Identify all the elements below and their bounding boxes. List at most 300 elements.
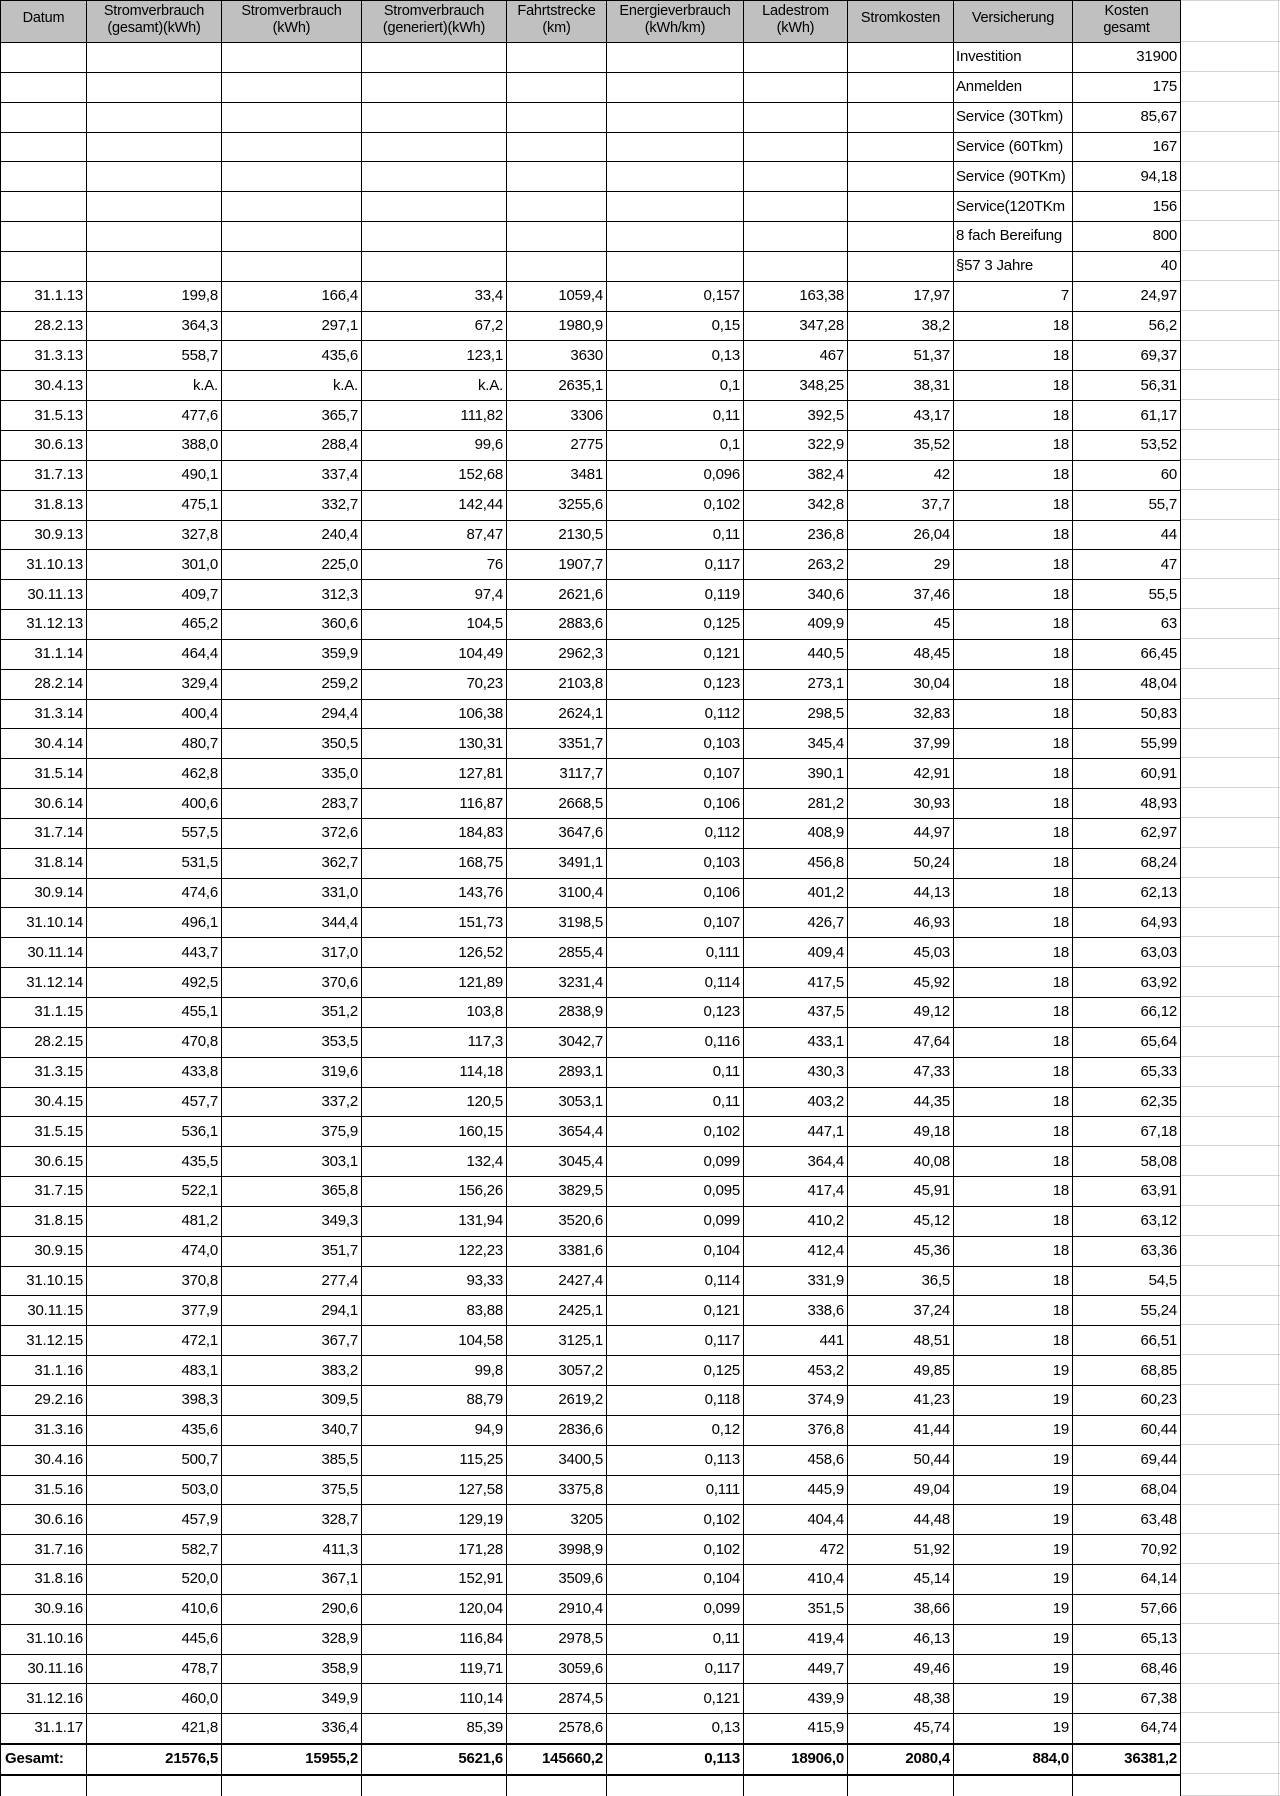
empty-cell[interactable] xyxy=(848,251,954,281)
empty-cell[interactable] xyxy=(1,102,87,132)
empty-cell[interactable] xyxy=(607,1775,744,1796)
datum-cell[interactable]: 31.7.14 xyxy=(1,818,87,848)
fahrtstrecke-cell[interactable]: 2578,6 xyxy=(507,1714,607,1744)
ladestrom-cell[interactable]: 374,9 xyxy=(744,1385,848,1415)
kosten-gesamt-cell[interactable]: 48,93 xyxy=(1073,789,1181,819)
datum-cell[interactable]: 30.4.15 xyxy=(1,1087,87,1117)
cost-item-value[interactable]: 40 xyxy=(1073,251,1181,281)
cost-item-label[interactable]: 8 fach Bereifung xyxy=(954,222,1073,252)
kosten-gesamt-cell[interactable]: 55,5 xyxy=(1073,580,1181,610)
energieverbrauch-cell[interactable]: 0,096 xyxy=(607,460,744,490)
empty-cell[interactable] xyxy=(607,43,744,73)
empty-cell[interactable] xyxy=(1,43,87,73)
empty-cell[interactable] xyxy=(744,72,848,102)
stromkosten-cell[interactable]: 49,18 xyxy=(848,1117,954,1147)
stromkosten-cell[interactable]: 45,03 xyxy=(848,938,954,968)
kosten-gesamt-cell[interactable]: 60,44 xyxy=(1073,1415,1181,1445)
stromverbrauch-gesamt-cell[interactable]: 520,0 xyxy=(87,1565,222,1595)
stromverbrauch-kwh-cell[interactable]: 336,4 xyxy=(222,1714,362,1744)
stromkosten-cell[interactable]: 45,92 xyxy=(848,968,954,998)
stromverbrauch-generiert-cell[interactable]: 115,25 xyxy=(362,1445,507,1475)
stromverbrauch-generiert-cell[interactable]: 127,81 xyxy=(362,759,507,789)
ladestrom-cell[interactable]: 445,9 xyxy=(744,1475,848,1505)
ladestrom-cell[interactable]: 364,4 xyxy=(744,1147,848,1177)
kosten-gesamt-cell[interactable]: 55,7 xyxy=(1073,490,1181,520)
empty-cell[interactable] xyxy=(362,251,507,281)
energieverbrauch-cell[interactable]: 0,11 xyxy=(607,1624,744,1654)
empty-cell[interactable] xyxy=(744,222,848,252)
empty-cell[interactable] xyxy=(744,251,848,281)
stromverbrauch-kwh-cell[interactable]: 349,3 xyxy=(222,1206,362,1236)
stromverbrauch-kwh-cell[interactable]: 309,5 xyxy=(222,1385,362,1415)
kosten-gesamt-cell[interactable]: 55,24 xyxy=(1073,1296,1181,1326)
total-versicherung-cell[interactable]: 884,0 xyxy=(954,1744,1073,1775)
kosten-gesamt-cell[interactable]: 68,04 xyxy=(1073,1475,1181,1505)
fahrtstrecke-cell[interactable]: 3654,4 xyxy=(507,1117,607,1147)
energieverbrauch-cell[interactable]: 0,123 xyxy=(607,998,744,1028)
fahrtstrecke-cell[interactable]: 2624,1 xyxy=(507,699,607,729)
stromverbrauch-generiert-cell[interactable]: 99,8 xyxy=(362,1356,507,1386)
energieverbrauch-cell[interactable]: 0,121 xyxy=(607,1684,744,1714)
energieverbrauch-cell[interactable]: 0,107 xyxy=(607,908,744,938)
datum-cell[interactable]: 31.12.15 xyxy=(1,1326,87,1356)
stromverbrauch-kwh-cell[interactable]: 351,7 xyxy=(222,1236,362,1266)
stromverbrauch-kwh-cell[interactable]: 367,7 xyxy=(222,1326,362,1356)
datum-cell[interactable]: 31.7.16 xyxy=(1,1535,87,1565)
stromverbrauch-gesamt-cell[interactable]: 522,1 xyxy=(87,1177,222,1207)
kosten-gesamt-cell[interactable]: 63,03 xyxy=(1073,938,1181,968)
stromverbrauch-generiert-cell[interactable]: 67,2 xyxy=(362,311,507,341)
stromkosten-cell[interactable]: 38,31 xyxy=(848,371,954,401)
fahrtstrecke-cell[interactable]: 1059,4 xyxy=(507,281,607,311)
energieverbrauch-cell[interactable]: 0,102 xyxy=(607,1117,744,1147)
energieverbrauch-cell[interactable]: 0,1 xyxy=(607,430,744,460)
stromverbrauch-generiert-cell[interactable]: 111,82 xyxy=(362,401,507,431)
ladestrom-cell[interactable]: 390,1 xyxy=(744,759,848,789)
energieverbrauch-cell[interactable]: 0,11 xyxy=(607,1057,744,1087)
kosten-gesamt-cell[interactable]: 67,38 xyxy=(1073,1684,1181,1714)
ladestrom-cell[interactable]: 410,2 xyxy=(744,1206,848,1236)
stromkosten-cell[interactable]: 49,85 xyxy=(848,1356,954,1386)
stromverbrauch-gesamt-cell[interactable]: 445,6 xyxy=(87,1624,222,1654)
stromkosten-cell[interactable]: 41,23 xyxy=(848,1385,954,1415)
empty-cell[interactable] xyxy=(1,1775,87,1796)
stromkosten-cell[interactable]: 32,83 xyxy=(848,699,954,729)
fahrtstrecke-cell[interactable]: 3125,1 xyxy=(507,1326,607,1356)
stromverbrauch-generiert-cell[interactable]: 119,71 xyxy=(362,1654,507,1684)
versicherung-cell[interactable]: 18 xyxy=(954,1296,1073,1326)
fahrtstrecke-cell[interactable]: 3400,5 xyxy=(507,1445,607,1475)
datum-cell[interactable]: 31.5.13 xyxy=(1,401,87,431)
energieverbrauch-cell[interactable]: 0,112 xyxy=(607,818,744,848)
col-header-ladestrom[interactable] xyxy=(744,1,848,43)
stromkosten-cell[interactable]: 48,45 xyxy=(848,639,954,669)
ladestrom-cell[interactable]: 433,1 xyxy=(744,1027,848,1057)
stromverbrauch-gesamt-cell[interactable]: 460,0 xyxy=(87,1684,222,1714)
stromverbrauch-kwh-cell[interactable]: 240,4 xyxy=(222,520,362,550)
stromkosten-cell[interactable]: 30,93 xyxy=(848,789,954,819)
ladestrom-cell[interactable]: 467 xyxy=(744,341,848,371)
fahrtstrecke-cell[interactable]: 2910,4 xyxy=(507,1594,607,1624)
col-header-versicherung[interactable] xyxy=(954,1,1073,43)
energieverbrauch-cell[interactable]: 0,11 xyxy=(607,1087,744,1117)
empty-cell[interactable] xyxy=(362,43,507,73)
total-fahrtstrecke-cell[interactable]: 145660,2 xyxy=(507,1744,607,1775)
datum-cell[interactable]: 31.5.14 xyxy=(1,759,87,789)
datum-cell[interactable]: 29.2.16 xyxy=(1,1385,87,1415)
stromverbrauch-generiert-cell[interactable]: 129,19 xyxy=(362,1505,507,1535)
stromverbrauch-kwh-cell[interactable]: 290,6 xyxy=(222,1594,362,1624)
empty-cell[interactable] xyxy=(607,132,744,162)
energieverbrauch-cell[interactable]: 0,117 xyxy=(607,1654,744,1684)
versicherung-cell[interactable]: 18 xyxy=(954,1147,1073,1177)
energieverbrauch-cell[interactable]: 0,1 xyxy=(607,371,744,401)
empty-cell[interactable] xyxy=(222,72,362,102)
stromverbrauch-gesamt-cell[interactable]: 557,5 xyxy=(87,818,222,848)
datum-cell[interactable]: 31.7.15 xyxy=(1,1177,87,1207)
col-header-datum[interactable] xyxy=(1,1,87,43)
kosten-gesamt-cell[interactable]: 56,2 xyxy=(1073,311,1181,341)
fahrtstrecke-cell[interactable]: 2619,2 xyxy=(507,1385,607,1415)
stromkosten-cell[interactable]: 42,91 xyxy=(848,759,954,789)
empty-cell[interactable] xyxy=(507,1775,607,1796)
energieverbrauch-cell[interactable]: 0,095 xyxy=(607,1177,744,1207)
energieverbrauch-cell[interactable]: 0,11 xyxy=(607,520,744,550)
datum-cell[interactable]: 30.4.14 xyxy=(1,729,87,759)
versicherung-cell[interactable]: 19 xyxy=(954,1356,1073,1386)
stromkosten-cell[interactable]: 38,2 xyxy=(848,311,954,341)
stromverbrauch-generiert-cell[interactable]: 93,33 xyxy=(362,1266,507,1296)
stromverbrauch-kwh-cell[interactable]: 370,6 xyxy=(222,968,362,998)
energieverbrauch-cell[interactable]: 0,116 xyxy=(607,1027,744,1057)
stromkosten-cell[interactable]: 49,04 xyxy=(848,1475,954,1505)
fahrtstrecke-cell[interactable]: 3059,6 xyxy=(507,1654,607,1684)
col-header-kosten-gesamt[interactable] xyxy=(1073,1,1181,43)
stromkosten-cell[interactable]: 41,44 xyxy=(848,1415,954,1445)
kosten-gesamt-cell[interactable]: 64,93 xyxy=(1073,908,1181,938)
energieverbrauch-cell[interactable]: 0,102 xyxy=(607,1505,744,1535)
total-stromverbrauch-gesamt-cell[interactable]: 21576,5 xyxy=(87,1744,222,1775)
versicherung-cell[interactable]: 18 xyxy=(954,401,1073,431)
stromkosten-cell[interactable]: 38,66 xyxy=(848,1594,954,1624)
ladestrom-cell[interactable]: 322,9 xyxy=(744,430,848,460)
stromverbrauch-generiert-cell[interactable]: 156,26 xyxy=(362,1177,507,1207)
kosten-gesamt-cell[interactable]: 57,66 xyxy=(1073,1594,1181,1624)
datum-cell[interactable]: 30.9.16 xyxy=(1,1594,87,1624)
ladestrom-cell[interactable]: 415,9 xyxy=(744,1714,848,1744)
energieverbrauch-cell[interactable]: 0,121 xyxy=(607,639,744,669)
stromverbrauch-generiert-cell[interactable]: 151,73 xyxy=(362,908,507,938)
stromverbrauch-gesamt-cell[interactable]: 388,0 xyxy=(87,430,222,460)
stromverbrauch-kwh-cell[interactable]: 283,7 xyxy=(222,789,362,819)
stromverbrauch-kwh-cell[interactable]: 365,7 xyxy=(222,401,362,431)
fahrtstrecke-cell[interactable]: 2621,6 xyxy=(507,580,607,610)
empty-cell[interactable] xyxy=(607,192,744,222)
stromverbrauch-generiert-cell[interactable]: 97,4 xyxy=(362,580,507,610)
ladestrom-cell[interactable]: 447,1 xyxy=(744,1117,848,1147)
stromverbrauch-gesamt-cell[interactable]: 433,8 xyxy=(87,1057,222,1087)
stromverbrauch-kwh-cell[interactable]: 358,9 xyxy=(222,1654,362,1684)
col-header-stromverbrauch-kwh[interactable] xyxy=(222,1,362,43)
empty-cell[interactable] xyxy=(362,102,507,132)
stromverbrauch-gesamt-cell[interactable]: 478,7 xyxy=(87,1654,222,1684)
fahrtstrecke-cell[interactable]: 3520,6 xyxy=(507,1206,607,1236)
fahrtstrecke-cell[interactable]: 2962,3 xyxy=(507,639,607,669)
kosten-gesamt-cell[interactable]: 54,5 xyxy=(1073,1266,1181,1296)
stromverbrauch-kwh-cell[interactable]: 375,9 xyxy=(222,1117,362,1147)
energieverbrauch-cell[interactable]: 0,102 xyxy=(607,1535,744,1565)
empty-cell[interactable] xyxy=(362,162,507,192)
stromverbrauch-kwh-cell[interactable]: 303,1 xyxy=(222,1147,362,1177)
stromverbrauch-gesamt-cell[interactable]: 301,0 xyxy=(87,550,222,580)
empty-cell[interactable] xyxy=(607,251,744,281)
stromkosten-cell[interactable]: 47,33 xyxy=(848,1057,954,1087)
datum-cell[interactable]: 31.10.14 xyxy=(1,908,87,938)
stromkosten-cell[interactable]: 46,13 xyxy=(848,1624,954,1654)
stromverbrauch-generiert-cell[interactable]: 168,75 xyxy=(362,848,507,878)
versicherung-cell[interactable]: 18 xyxy=(954,550,1073,580)
empty-cell[interactable] xyxy=(744,102,848,132)
kosten-gesamt-cell[interactable]: 24,97 xyxy=(1073,281,1181,311)
total-kosten-gesamt-cell[interactable]: 36381,2 xyxy=(1073,1744,1181,1775)
stromverbrauch-kwh-cell[interactable]: 362,7 xyxy=(222,848,362,878)
stromverbrauch-kwh-cell[interactable]: 411,3 xyxy=(222,1535,362,1565)
kosten-gesamt-cell[interactable]: 65,13 xyxy=(1073,1624,1181,1654)
stromverbrauch-kwh-cell[interactable]: 225,0 xyxy=(222,550,362,580)
ladestrom-cell[interactable]: 417,4 xyxy=(744,1177,848,1207)
empty-cell[interactable] xyxy=(362,132,507,162)
empty-cell[interactable] xyxy=(1,192,87,222)
stromkosten-cell[interactable]: 50,24 xyxy=(848,848,954,878)
stromverbrauch-generiert-cell[interactable]: 104,49 xyxy=(362,639,507,669)
ladestrom-cell[interactable]: 347,28 xyxy=(744,311,848,341)
kosten-gesamt-cell[interactable]: 62,35 xyxy=(1073,1087,1181,1117)
cost-item-label[interactable]: §57 3 Jahre xyxy=(954,251,1073,281)
stromverbrauch-gesamt-cell[interactable]: 536,1 xyxy=(87,1117,222,1147)
stromverbrauch-generiert-cell[interactable]: 104,5 xyxy=(362,610,507,640)
stromverbrauch-gesamt-cell[interactable]: 481,2 xyxy=(87,1206,222,1236)
datum-cell[interactable]: 31.10.13 xyxy=(1,550,87,580)
versicherung-cell[interactable]: 19 xyxy=(954,1385,1073,1415)
cost-item-label[interactable]: Service (60Tkm) xyxy=(954,132,1073,162)
fahrtstrecke-cell[interactable]: 3509,6 xyxy=(507,1565,607,1595)
versicherung-cell[interactable]: 18 xyxy=(954,610,1073,640)
kosten-gesamt-cell[interactable]: 62,13 xyxy=(1073,878,1181,908)
empty-cell[interactable] xyxy=(848,1775,954,1796)
stromverbrauch-gesamt-cell[interactable]: 480,7 xyxy=(87,729,222,759)
cost-item-label[interactable]: Anmelden xyxy=(954,72,1073,102)
empty-cell[interactable] xyxy=(507,251,607,281)
energieverbrauch-cell[interactable]: 0,103 xyxy=(607,848,744,878)
cost-item-label[interactable]: Service (90TKm) xyxy=(954,162,1073,192)
energieverbrauch-cell[interactable]: 0,114 xyxy=(607,1266,744,1296)
energieverbrauch-cell[interactable]: 0,12 xyxy=(607,1415,744,1445)
ladestrom-cell[interactable]: 382,4 xyxy=(744,460,848,490)
kosten-gesamt-cell[interactable]: 56,31 xyxy=(1073,371,1181,401)
energieverbrauch-cell[interactable]: 0,111 xyxy=(607,1475,744,1505)
ladestrom-cell[interactable]: 437,5 xyxy=(744,998,848,1028)
empty-cell[interactable] xyxy=(507,132,607,162)
datum-cell[interactable]: 30.6.13 xyxy=(1,430,87,460)
energieverbrauch-cell[interactable]: 0,106 xyxy=(607,878,744,908)
datum-cell[interactable]: 30.6.15 xyxy=(1,1147,87,1177)
versicherung-cell[interactable]: 18 xyxy=(954,1117,1073,1147)
ladestrom-cell[interactable]: 453,2 xyxy=(744,1356,848,1386)
ladestrom-cell[interactable]: 348,25 xyxy=(744,371,848,401)
stromverbrauch-gesamt-cell[interactable]: 500,7 xyxy=(87,1445,222,1475)
kosten-gesamt-cell[interactable]: 66,45 xyxy=(1073,639,1181,669)
stromverbrauch-generiert-cell[interactable]: 110,14 xyxy=(362,1684,507,1714)
stromverbrauch-kwh-cell[interactable]: 383,2 xyxy=(222,1356,362,1386)
versicherung-cell[interactable]: 18 xyxy=(954,908,1073,938)
versicherung-cell[interactable]: 18 xyxy=(954,669,1073,699)
total-stromkosten-cell[interactable]: 2080,4 xyxy=(848,1744,954,1775)
fahrtstrecke-cell[interactable]: 3198,5 xyxy=(507,908,607,938)
datum-cell[interactable]: 31.5.16 xyxy=(1,1475,87,1505)
empty-cell[interactable] xyxy=(362,72,507,102)
ladestrom-cell[interactable]: 426,7 xyxy=(744,908,848,938)
fahrtstrecke-cell[interactable]: 3647,6 xyxy=(507,818,607,848)
stromverbrauch-kwh-cell[interactable]: 372,6 xyxy=(222,818,362,848)
kosten-gesamt-cell[interactable]: 69,37 xyxy=(1073,341,1181,371)
stromverbrauch-kwh-cell[interactable]: 375,5 xyxy=(222,1475,362,1505)
total-energieverbrauch-cell[interactable]: 0,113 xyxy=(607,1744,744,1775)
stromverbrauch-kwh-cell[interactable]: 360,6 xyxy=(222,610,362,640)
datum-cell[interactable]: 31.10.15 xyxy=(1,1266,87,1296)
kosten-gesamt-cell[interactable]: 67,18 xyxy=(1073,1117,1181,1147)
total-ladestrom-cell[interactable]: 18906,0 xyxy=(744,1744,848,1775)
versicherung-cell[interactable]: 19 xyxy=(954,1475,1073,1505)
stromverbrauch-generiert-cell[interactable]: 85,39 xyxy=(362,1714,507,1744)
energieverbrauch-cell[interactable]: 0,121 xyxy=(607,1296,744,1326)
kosten-gesamt-cell[interactable]: 53,52 xyxy=(1073,430,1181,460)
stromverbrauch-kwh-cell[interactable]: 331,0 xyxy=(222,878,362,908)
empty-cell[interactable] xyxy=(848,102,954,132)
stromverbrauch-kwh-cell[interactable]: 344,4 xyxy=(222,908,362,938)
stromkosten-cell[interactable]: 30,04 xyxy=(848,669,954,699)
stromverbrauch-kwh-cell[interactable]: 319,6 xyxy=(222,1057,362,1087)
kosten-gesamt-cell[interactable]: 63 xyxy=(1073,610,1181,640)
kosten-gesamt-cell[interactable]: 66,51 xyxy=(1073,1326,1181,1356)
datum-cell[interactable]: 31.12.16 xyxy=(1,1684,87,1714)
stromkosten-cell[interactable]: 44,97 xyxy=(848,818,954,848)
energieverbrauch-cell[interactable]: 0,125 xyxy=(607,610,744,640)
stromverbrauch-kwh-cell[interactable]: 166,4 xyxy=(222,281,362,311)
stromverbrauch-generiert-cell[interactable]: 70,23 xyxy=(362,669,507,699)
stromkosten-cell[interactable]: 45,12 xyxy=(848,1206,954,1236)
datum-cell[interactable]: 30.4.13 xyxy=(1,371,87,401)
datum-cell[interactable]: 31.8.16 xyxy=(1,1565,87,1595)
energieverbrauch-cell[interactable]: 0,123 xyxy=(607,669,744,699)
fahrtstrecke-cell[interactable]: 2635,1 xyxy=(507,371,607,401)
stromverbrauch-gesamt-cell[interactable]: 398,3 xyxy=(87,1385,222,1415)
kosten-gesamt-cell[interactable]: 65,33 xyxy=(1073,1057,1181,1087)
empty-cell[interactable] xyxy=(607,72,744,102)
stromverbrauch-gesamt-cell[interactable]: 490,1 xyxy=(87,460,222,490)
ladestrom-cell[interactable]: 273,1 xyxy=(744,669,848,699)
kosten-gesamt-cell[interactable]: 68,85 xyxy=(1073,1356,1181,1386)
stromverbrauch-generiert-cell[interactable]: 33,4 xyxy=(362,281,507,311)
ladestrom-cell[interactable]: 439,9 xyxy=(744,1684,848,1714)
stromkosten-cell[interactable]: 45,91 xyxy=(848,1177,954,1207)
fahrtstrecke-cell[interactable]: 1907,7 xyxy=(507,550,607,580)
fahrtstrecke-cell[interactable]: 3630 xyxy=(507,341,607,371)
datum-cell[interactable]: 31.10.16 xyxy=(1,1624,87,1654)
ladestrom-cell[interactable]: 281,2 xyxy=(744,789,848,819)
energieverbrauch-cell[interactable]: 0,106 xyxy=(607,789,744,819)
empty-cell[interactable] xyxy=(87,43,222,73)
fahrtstrecke-cell[interactable]: 2855,4 xyxy=(507,938,607,968)
energieverbrauch-cell[interactable]: 0,113 xyxy=(607,1445,744,1475)
versicherung-cell[interactable]: 19 xyxy=(954,1654,1073,1684)
versicherung-cell[interactable]: 19 xyxy=(954,1535,1073,1565)
stromkosten-cell[interactable]: 45,74 xyxy=(848,1714,954,1744)
cost-item-label[interactable]: Investition xyxy=(954,43,1073,73)
stromverbrauch-generiert-cell[interactable]: 83,88 xyxy=(362,1296,507,1326)
versicherung-cell[interactable]: 18 xyxy=(954,1027,1073,1057)
versicherung-cell[interactable]: 19 xyxy=(954,1445,1073,1475)
kosten-gesamt-cell[interactable]: 55,99 xyxy=(1073,729,1181,759)
stromverbrauch-generiert-cell[interactable]: 121,89 xyxy=(362,968,507,998)
versicherung-cell[interactable]: 18 xyxy=(954,1206,1073,1236)
ladestrom-cell[interactable]: 410,4 xyxy=(744,1565,848,1595)
ladestrom-cell[interactable]: 409,4 xyxy=(744,938,848,968)
empty-cell[interactable] xyxy=(1,132,87,162)
total-stromverbrauch-generiert-cell[interactable]: 5621,6 xyxy=(362,1744,507,1775)
stromverbrauch-gesamt-cell[interactable]: 457,7 xyxy=(87,1087,222,1117)
empty-cell[interactable] xyxy=(222,222,362,252)
ladestrom-cell[interactable]: 419,4 xyxy=(744,1624,848,1654)
cost-item-value[interactable]: 167 xyxy=(1073,132,1181,162)
empty-cell[interactable] xyxy=(507,192,607,222)
stromverbrauch-generiert-cell[interactable]: 132,4 xyxy=(362,1147,507,1177)
ladestrom-cell[interactable]: 340,6 xyxy=(744,580,848,610)
datum-cell[interactable]: 30.6.16 xyxy=(1,1505,87,1535)
energieverbrauch-cell[interactable]: 0,102 xyxy=(607,490,744,520)
empty-cell[interactable] xyxy=(848,43,954,73)
empty-cell[interactable] xyxy=(87,72,222,102)
empty-cell[interactable] xyxy=(507,72,607,102)
stromverbrauch-generiert-cell[interactable]: 152,91 xyxy=(362,1565,507,1595)
stromverbrauch-generiert-cell[interactable]: 103,8 xyxy=(362,998,507,1028)
ladestrom-cell[interactable]: 403,2 xyxy=(744,1087,848,1117)
empty-cell[interactable] xyxy=(87,222,222,252)
empty-cell[interactable] xyxy=(744,132,848,162)
stromverbrauch-generiert-cell[interactable]: 117,3 xyxy=(362,1027,507,1057)
stromverbrauch-kwh-cell[interactable]: 259,2 xyxy=(222,669,362,699)
datum-cell[interactable]: 30.4.16 xyxy=(1,1445,87,1475)
empty-cell[interactable] xyxy=(507,222,607,252)
fahrtstrecke-cell[interactable]: 2893,1 xyxy=(507,1057,607,1087)
stromkosten-cell[interactable]: 49,12 xyxy=(848,998,954,1028)
stromverbrauch-gesamt-cell[interactable]: 470,8 xyxy=(87,1027,222,1057)
empty-cell[interactable] xyxy=(607,102,744,132)
empty-cell[interactable] xyxy=(87,162,222,192)
empty-cell[interactable] xyxy=(954,1775,1073,1796)
ladestrom-cell[interactable]: 430,3 xyxy=(744,1057,848,1087)
ladestrom-cell[interactable]: 236,8 xyxy=(744,520,848,550)
kosten-gesamt-cell[interactable]: 63,91 xyxy=(1073,1177,1181,1207)
kosten-gesamt-cell[interactable]: 68,46 xyxy=(1073,1654,1181,1684)
ladestrom-cell[interactable]: 376,8 xyxy=(744,1415,848,1445)
kosten-gesamt-cell[interactable]: 60 xyxy=(1073,460,1181,490)
stromverbrauch-gesamt-cell[interactable]: 531,5 xyxy=(87,848,222,878)
fahrtstrecke-cell[interactable]: 3117,7 xyxy=(507,759,607,789)
stromkosten-cell[interactable]: 36,5 xyxy=(848,1266,954,1296)
stromverbrauch-kwh-cell[interactable]: 294,1 xyxy=(222,1296,362,1326)
versicherung-cell[interactable]: 18 xyxy=(954,938,1073,968)
stromverbrauch-kwh-cell[interactable]: 332,7 xyxy=(222,490,362,520)
